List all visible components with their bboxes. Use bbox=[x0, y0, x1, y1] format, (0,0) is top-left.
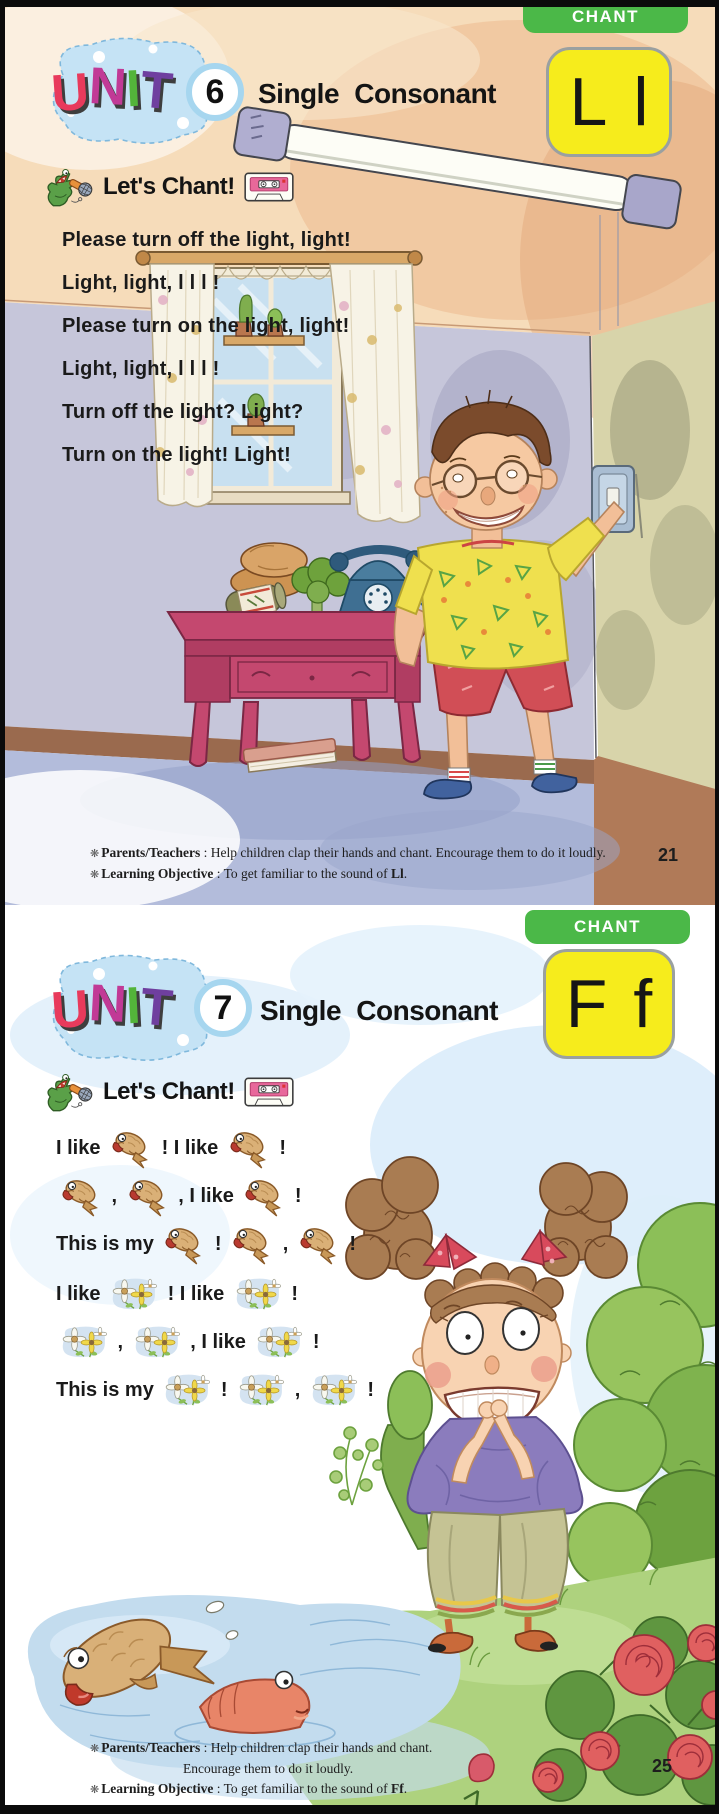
unit-letter: U bbox=[49, 979, 91, 1041]
footnote-bullet-icon: ❋ bbox=[90, 1784, 100, 1796]
letter-card bbox=[543, 949, 675, 1059]
crocodile-microphone-icon bbox=[42, 1068, 94, 1116]
chant-text: I like bbox=[56, 1136, 107, 1159]
unit-number-badge bbox=[194, 979, 252, 1037]
chant-tab: CHANT bbox=[525, 910, 690, 944]
objective-text: : To get familiar to the sound of bbox=[213, 1781, 391, 1796]
unit-letter: T bbox=[137, 60, 175, 122]
chant-line bbox=[56, 1368, 374, 1412]
fish-icon bbox=[111, 1127, 151, 1169]
page-title: Single Consonant bbox=[260, 995, 498, 1026]
chant-text: This is my bbox=[56, 1378, 160, 1401]
footnote-bullet-icon: ❋ bbox=[90, 869, 100, 881]
chant-line: Turn off the light? Light? bbox=[62, 401, 304, 423]
chant-text: ! I like bbox=[156, 1136, 224, 1159]
parents-label: Parents/Teachers bbox=[101, 1740, 201, 1755]
chant-line bbox=[56, 1320, 320, 1364]
chant-text: , I like bbox=[172, 1184, 240, 1207]
unit-number: 6 bbox=[205, 72, 225, 111]
unit-word bbox=[49, 57, 175, 124]
chant-text: , bbox=[112, 1330, 129, 1353]
parents-label: Parents/Teachers bbox=[101, 845, 201, 860]
page-number: 25 bbox=[652, 1756, 673, 1776]
footnote-bullet-icon: ❋ bbox=[90, 848, 100, 860]
parents-text: : Help children clap their hands and chant. bbox=[200, 1740, 433, 1755]
fish-icon bbox=[61, 1175, 101, 1217]
unit-letter: I bbox=[124, 976, 143, 1036]
unit-number: 7 bbox=[213, 988, 233, 1027]
chant-text: ! bbox=[209, 1232, 228, 1255]
chant-line: Please turn off the light, light! bbox=[62, 229, 351, 251]
letter-uppercase: L bbox=[569, 64, 608, 140]
chant-text: ! I like bbox=[162, 1282, 230, 1305]
chant-text: ! bbox=[343, 1232, 357, 1255]
fish-icon bbox=[244, 1175, 284, 1217]
parents-note-line2: Encourage them to do it loudly. bbox=[183, 1761, 354, 1776]
unit-word bbox=[49, 974, 175, 1041]
leaf-sprig bbox=[330, 1427, 383, 1505]
cassette-icon bbox=[244, 171, 294, 203]
flower-icon bbox=[164, 1372, 210, 1408]
objective-period: . bbox=[403, 866, 408, 881]
chant-text: ! bbox=[361, 1378, 375, 1401]
objective-text: : To get familiar to the sound of bbox=[213, 866, 391, 881]
lets-chant-label: Let's Chant! bbox=[103, 1078, 235, 1105]
flower-icon bbox=[311, 1372, 357, 1408]
chant-line: Light, light, l l l ! bbox=[62, 358, 220, 380]
lets-chant-row bbox=[42, 1068, 294, 1116]
flower-icon bbox=[235, 1276, 281, 1312]
chant-line bbox=[56, 1174, 302, 1218]
chant-line: Turn on the light! Light! bbox=[62, 444, 292, 466]
objective-period: . bbox=[403, 1781, 408, 1796]
chant-text: , I like bbox=[184, 1330, 252, 1353]
objective-letters: Ff bbox=[390, 1781, 404, 1796]
letter-uppercase: F bbox=[565, 966, 608, 1042]
chant-text: ! bbox=[285, 1282, 299, 1305]
fish-icon bbox=[229, 1127, 269, 1169]
chant-text: ! bbox=[273, 1136, 287, 1159]
page-number: 21 bbox=[658, 845, 679, 865]
page-unit-7 bbox=[0, 905, 719, 1814]
page-unit-6 bbox=[0, 0, 719, 905]
chant-line bbox=[56, 1222, 356, 1266]
footer-notes bbox=[90, 1738, 432, 1800]
flower-icon bbox=[238, 1372, 284, 1408]
flower-icon bbox=[134, 1324, 180, 1360]
unit-letter: N bbox=[87, 57, 128, 117]
chant-text: , bbox=[106, 1184, 123, 1207]
objective-letters: Ll bbox=[390, 866, 404, 881]
lets-chant-row bbox=[42, 163, 294, 211]
unit-letter: U bbox=[49, 62, 91, 124]
parents-text: : Help children clap their hands and chant. Encourage them to do it loudly. bbox=[200, 845, 606, 860]
unit-number-badge bbox=[186, 63, 244, 121]
chant-tab: CHANT bbox=[523, 0, 688, 33]
chant-text: ! bbox=[215, 1378, 234, 1401]
parents-note bbox=[90, 1738, 432, 1759]
letter-lowercase: l bbox=[633, 64, 649, 140]
flower-icon bbox=[61, 1324, 107, 1360]
flower-icon bbox=[256, 1324, 302, 1360]
chant-text: I like bbox=[56, 1282, 107, 1305]
crocodile-microphone-icon bbox=[42, 163, 94, 211]
fish-icon bbox=[232, 1223, 272, 1265]
unit-letter: I bbox=[124, 59, 143, 119]
objective-note bbox=[90, 1779, 432, 1800]
objective-note bbox=[90, 864, 606, 885]
footer-notes bbox=[90, 843, 606, 885]
fish-icon bbox=[128, 1175, 168, 1217]
chant-line bbox=[56, 1272, 298, 1316]
chant-line bbox=[56, 1126, 286, 1170]
flower-icon bbox=[111, 1276, 157, 1312]
letter-lowercase: f bbox=[633, 966, 653, 1042]
unit-letter: N bbox=[87, 974, 128, 1034]
chant-line: Light, light, l l l ! bbox=[62, 272, 220, 294]
chant-line: Please turn on the light, light! bbox=[62, 315, 350, 337]
chant-text: ! bbox=[289, 1184, 302, 1207]
chant-text: , bbox=[277, 1232, 294, 1255]
parents-note bbox=[90, 843, 606, 864]
cassette-icon bbox=[244, 1076, 294, 1108]
chant-text: , bbox=[289, 1378, 306, 1401]
chant-text: This is my bbox=[56, 1232, 160, 1255]
chant-text: ! bbox=[307, 1330, 320, 1353]
letter-card bbox=[546, 47, 672, 157]
objective-label: Learning Objective bbox=[101, 1781, 214, 1796]
lets-chant-label: Let's Chant! bbox=[103, 173, 235, 200]
fish-icon bbox=[164, 1223, 204, 1265]
objective-label: Learning Objective bbox=[101, 866, 214, 881]
page-title: Single Consonant bbox=[258, 78, 496, 109]
footnote-bullet-icon: ❋ bbox=[90, 1743, 100, 1755]
unit-letter: T bbox=[137, 977, 175, 1039]
fish-icon bbox=[299, 1223, 339, 1265]
